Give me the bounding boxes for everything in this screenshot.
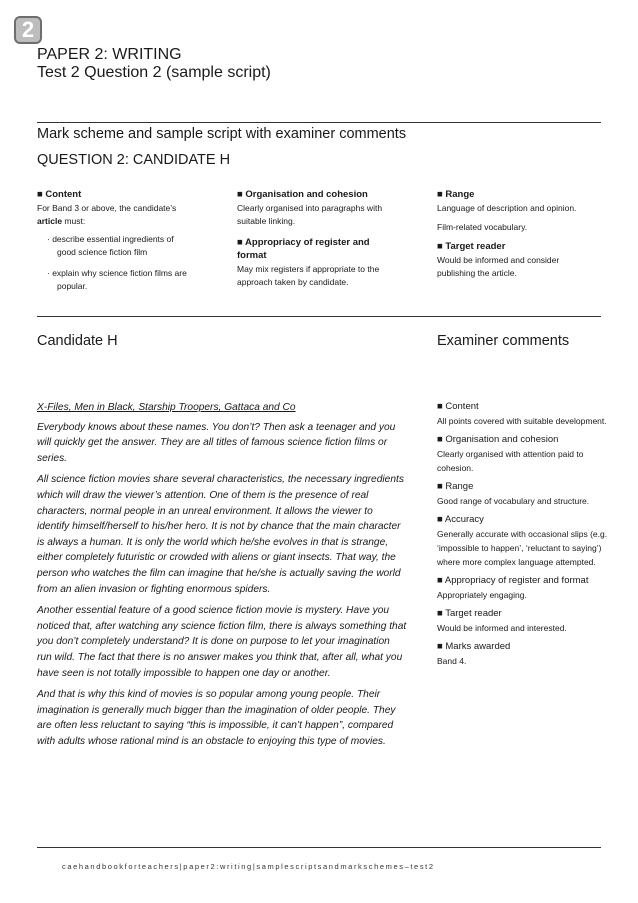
divider — [37, 316, 601, 317]
content-head: ■ Content — [37, 189, 82, 200]
comment-head: ■ Range — [437, 481, 474, 492]
target-reader-text: Would be informed and consider publishing the article. — [437, 255, 560, 278]
content-text-bold: article — [37, 216, 63, 226]
comment-body: Good range of vocabulary and structure. — [437, 496, 590, 506]
range-column — [437, 188, 597, 285]
comment-head: ■ Marks awarded — [437, 641, 511, 652]
comment-head: ■ Appropriacy of register and format — [437, 575, 589, 586]
examiner-comments — [437, 400, 617, 673]
target-reader-head: ■ Target reader — [437, 241, 506, 252]
organisation-column — [237, 188, 392, 294]
question-heading: QUESTION 2: CANDIDATE H — [37, 152, 231, 168]
range-text-1: Language of description and opinion. — [437, 203, 577, 213]
content-bullet-1: · describe essential ingredients of good science fiction film — [47, 234, 174, 257]
script-paragraph-1: Everybody knows about these names. You don’t? Then ask a teenager and you will quickly get the answer. They are all titles of famous science fiction films or series. — [37, 421, 396, 464]
register-head: ■ Appropriacy of register and format — [237, 237, 370, 261]
divider — [37, 122, 601, 123]
comment-head: ■ Organisation and cohesion — [437, 434, 559, 445]
script-paragraph-3: Another essential feature of a good science fiction movie is mystery. Have you noticed that, after watching any science fiction film, there is always something that you don’t completely understand? It is done on purpose to let your imagination run wild. The fact that there is no answer makes you think that, after all, what you have seen is not totally impossible to happen one day or another. — [37, 605, 407, 679]
comment-body: All points covered with suitable development. — [437, 416, 607, 426]
content-column — [37, 188, 187, 293]
sample-script — [37, 400, 407, 755]
paper-title-line1: PAPER 2: WRITING — [37, 46, 182, 63]
mark-scheme-heading: Mark scheme and sample script with examiner comments — [37, 126, 407, 142]
organisation-text: Clearly organised into paragraphs with suitable linking. — [237, 203, 383, 226]
comment-body: Appropriately engaging. — [437, 590, 527, 600]
comment-body: Generally accurate with occasional slips (e.g. ‘impossible to happen’, ‘reluctant to saying’) where more complex language attempted. — [437, 529, 608, 567]
comment-body: Clearly organised with attention paid to cohesion. — [437, 449, 584, 473]
range-head: ■ Range — [437, 189, 475, 200]
examiner-heading: Examiner comments — [437, 333, 570, 349]
comment-head: ■ Target reader — [437, 608, 502, 619]
paper-number-badge: 2 — [14, 16, 42, 44]
script-paragraph-4: And that is why this kind of movies is so popular among young people. Their imagination is generally much bigger than the imagination of older people. They are often less reluctant to saying “this is impossible, it can’t happen”, compared with adults whose rational mind is an obstacle to enjoying this type of movies. — [37, 689, 396, 747]
comment-head: ■ Content — [437, 401, 479, 412]
organisation-head: ■ Organisation and cohesion — [237, 189, 368, 200]
content-text-pre: For Band 3 or above, the candidate’s — [37, 203, 177, 213]
candidate-heading: Candidate H — [37, 333, 118, 349]
range-text-2: Film-related vocabulary. — [437, 222, 528, 232]
content-text — [37, 202, 187, 228]
footer-divider — [37, 847, 601, 848]
paper-title — [37, 46, 271, 82]
comment-body: Would be informed and interested. — [437, 623, 567, 633]
comment-body: Band 4. — [437, 656, 467, 666]
paper-title-line2: Test 2 Question 2 (sample script) — [37, 64, 271, 81]
page-footer: caehandbookforteachers|paper2:writing|samplescriptsandmarkschemes–test2 — [62, 862, 435, 871]
register-text: May mix registers if appropriate to the approach taken by candidate. — [237, 264, 380, 287]
content-bullet-2: · explain why science fiction films are popular. — [47, 268, 187, 291]
comment-head: ■ Accuracy — [437, 514, 484, 525]
content-text-post: must: — [62, 216, 86, 226]
script-title: X-Files, Men in Black, Starship Troopers, Gattaca and Co — [37, 402, 296, 413]
script-paragraph-2: All science fiction movies share several characteristics, the necessary ingredients which will draw the viewer’s attention. One of them is the presence of real characters, normal people in an unreal environment. It allows the viewer to identify himself/herself to his/her hero. It is not by chance that the main character is always a human. It is only the world which he/she evolves in that is strange, either completely futuristic or crowded with aliens or giant insects. That way, the person who watches the film can imagine that he/she is actually saving the world from an alien invasion or fighting enormous spiders. — [37, 474, 404, 595]
